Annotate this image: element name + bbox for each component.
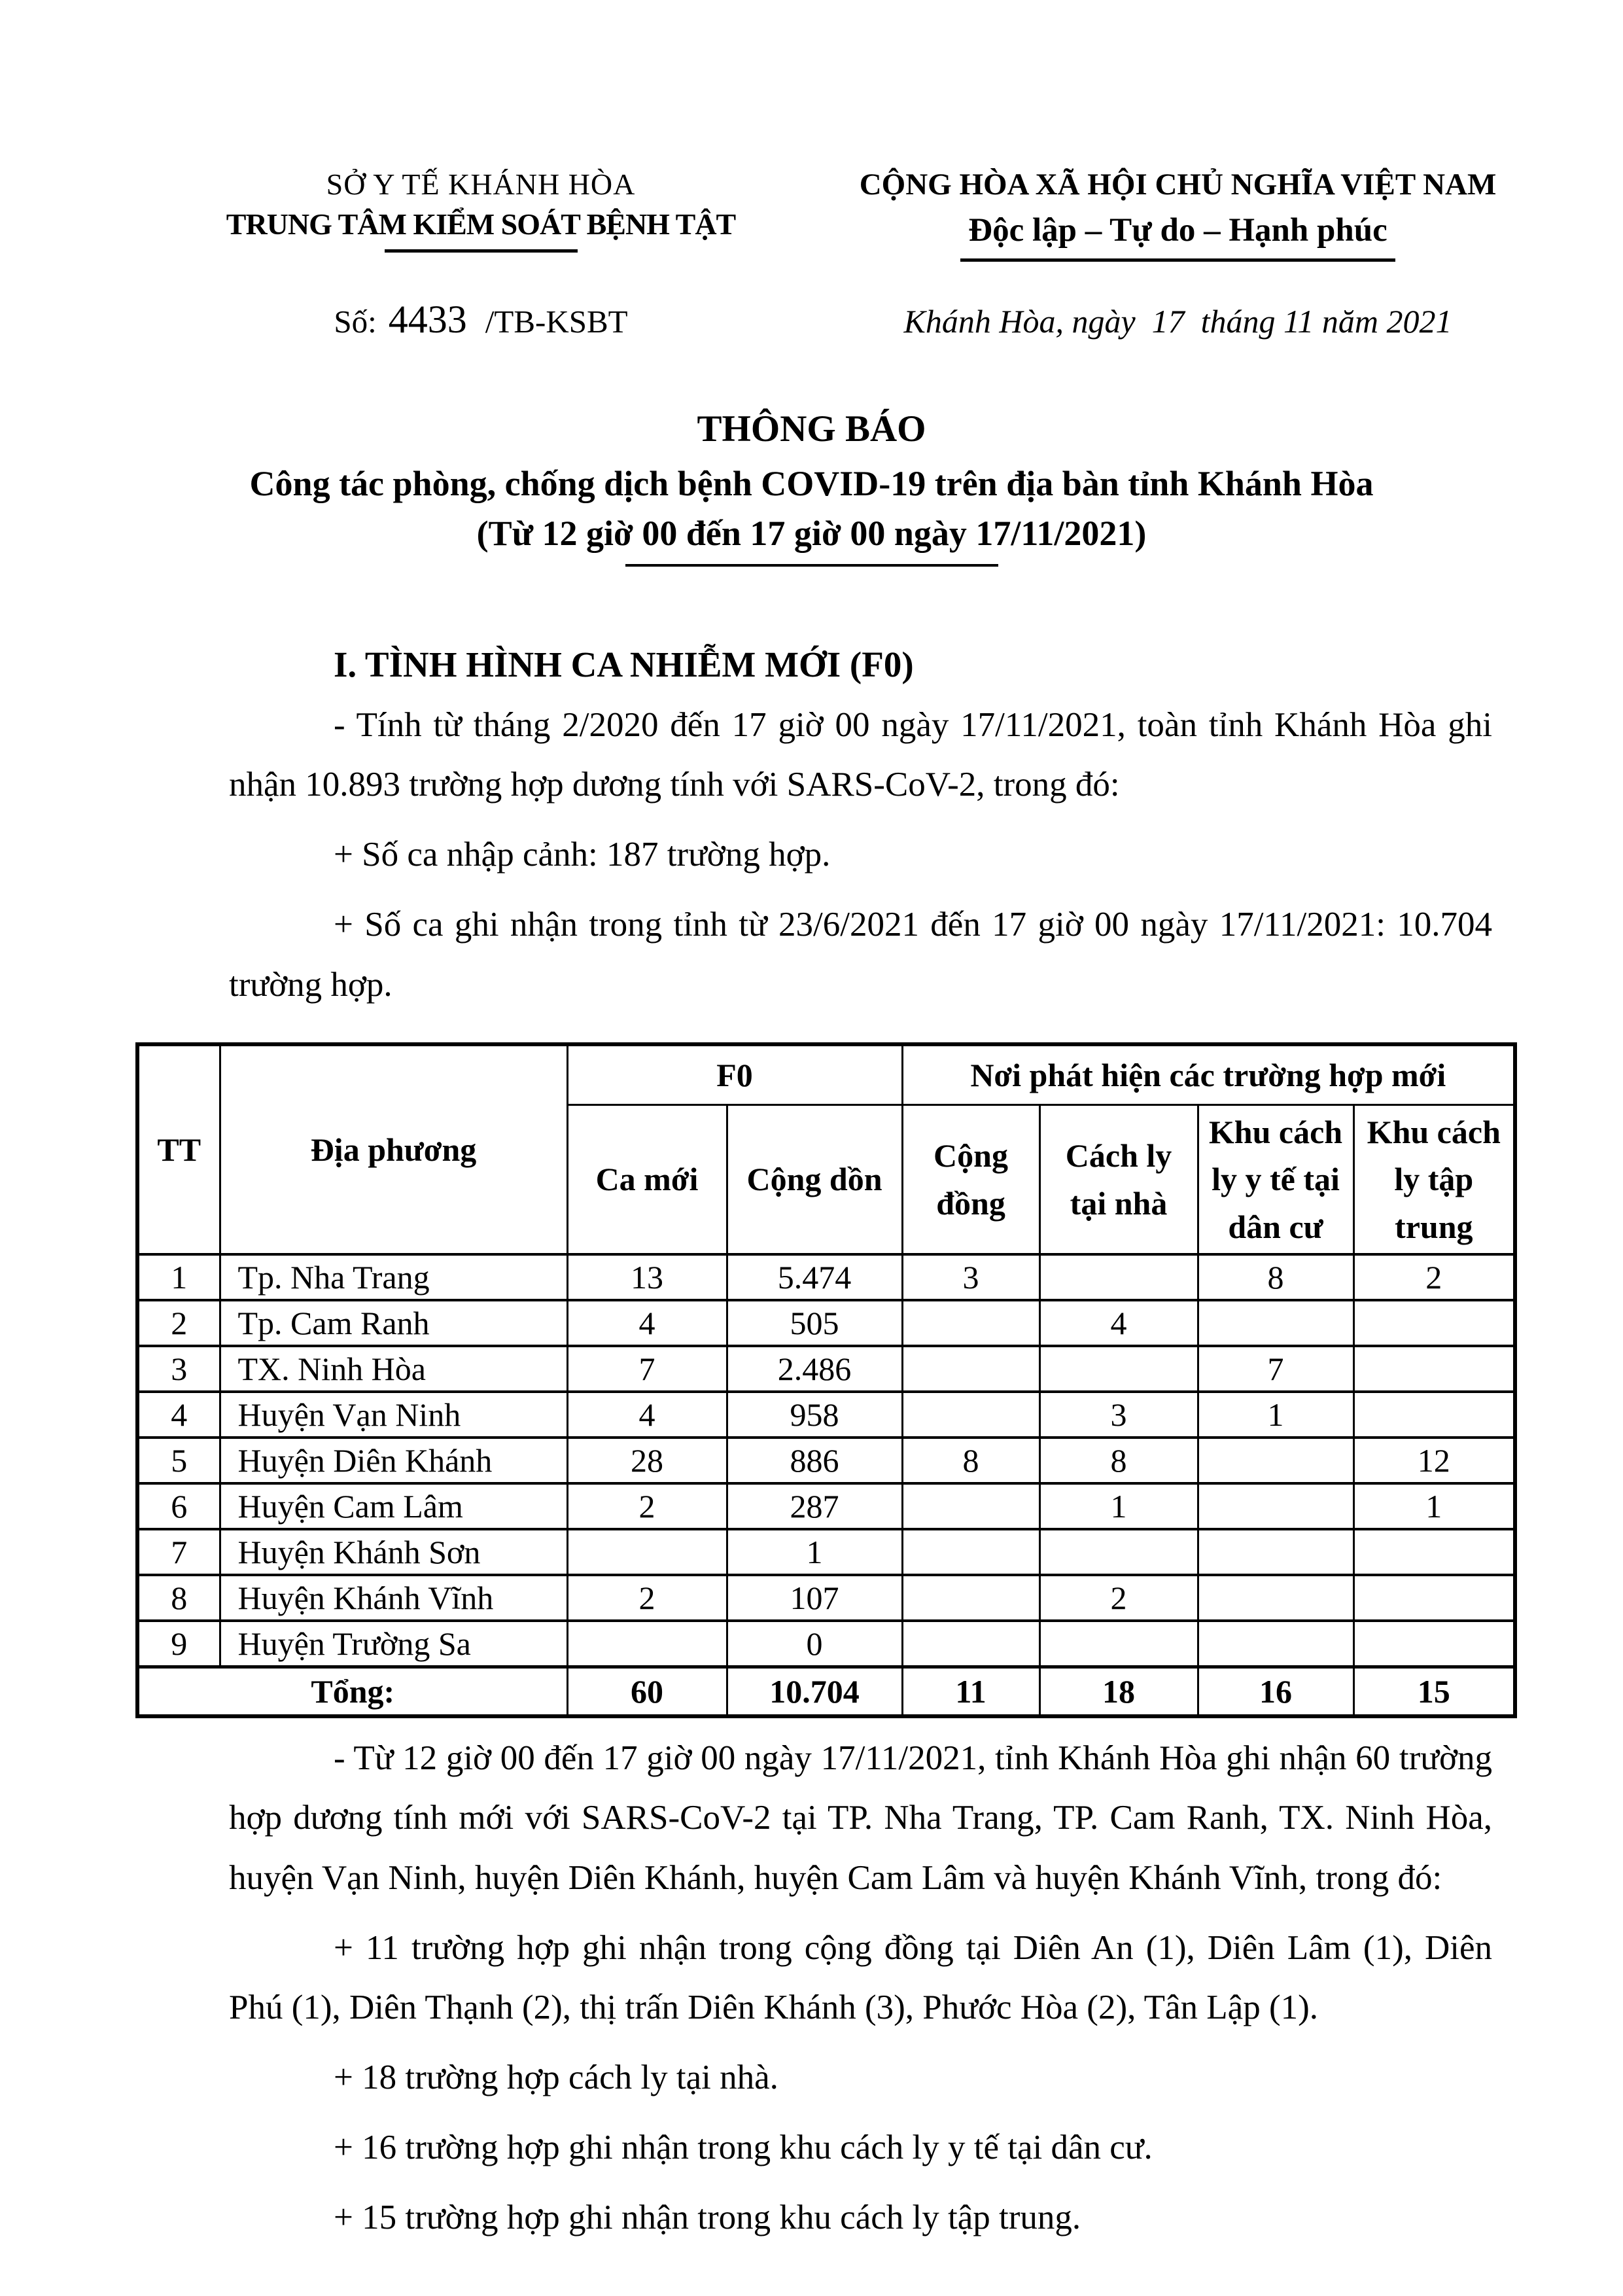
title-block (0, 408, 1623, 567)
cell-dia-phuong: Huyện Vạn Ninh (220, 1392, 567, 1438)
paragraph-new-cases-summary: - Từ 12 giờ 00 đến 17 giờ 00 ngày 17/11/2021, tỉnh Khánh Hòa ghi nhận 60 trường hợp dương tính mới với SARS-CoV-2 tại TP. Nha Trang, TP. Cam Ranh, TX. Ninh Hòa, huyện Vạn Ninh, huyện Diên Khánh, huyện Cam Lâm và huyện Khánh Vĩnh, trong đó: (229, 1739, 1492, 1897)
agency-parent-name: SỞ Y TẾ KHÁNH HÒA (326, 168, 636, 201)
cell-khu-cach-ly-tap-trung: 2 (1353, 1254, 1515, 1300)
cell-khu-cach-ly-y-te: 1 (1198, 1392, 1353, 1438)
cell-cong-dong (902, 1392, 1039, 1438)
table-row (137, 1529, 1515, 1575)
section-heading: I. TÌNH HÌNH CA NHIỄM MỚI (F0) (334, 645, 914, 684)
country-name: CỘNG HÒA XÃ HỘI CHỦ NGHĨA VIỆT NAM (859, 168, 1497, 202)
cell-khu-cach-ly-y-te (1198, 1483, 1353, 1529)
total-cong-dong: 11 (902, 1667, 1039, 1717)
col-group-noi-phat-hien: Nơi phát hiện các trường hợp mới (902, 1044, 1515, 1105)
cell-khu-cach-ly-tap-trung (1353, 1392, 1515, 1438)
cell-khu-cach-ly-y-te: 7 (1198, 1346, 1353, 1392)
cell-khu-cach-ly-y-te: 8 (1198, 1254, 1353, 1300)
table-row (137, 1254, 1515, 1300)
cell-cong-don: 505 (727, 1300, 902, 1346)
cell-tt: 5 (137, 1438, 220, 1483)
table-row (137, 1300, 1515, 1346)
cell-cong-don: 2.486 (727, 1346, 902, 1392)
cell-khu-cach-ly-y-te (1198, 1529, 1353, 1575)
doc-type-title: THÔNG BÁO (697, 408, 926, 450)
cell-tt: 8 (137, 1575, 220, 1621)
cell-tt: 4 (137, 1392, 220, 1438)
col-header-khu-cach-ly-tap-trung: Khu cách ly tập trung (1353, 1104, 1515, 1254)
cell-cong-dong (902, 1575, 1039, 1621)
cell-khu-cach-ly-tap-trung (1353, 1621, 1515, 1667)
cell-cong-dong: 8 (902, 1438, 1039, 1483)
cell-ca-moi: 7 (567, 1346, 727, 1392)
doc-subject-title: Công tác phòng, chống dịch bệnh COVID-19 trên địa bàn tỉnh Khánh Hòa (249, 464, 1374, 503)
cell-dia-phuong: TX. Ninh Hòa (220, 1346, 567, 1392)
cell-cach-ly-tai-nha: 1 (1039, 1483, 1198, 1529)
paragraph-centralized-quarantine-cases: + 15 trường hợp ghi nhận trong khu cách ly tập trung. (334, 2199, 1081, 2237)
cell-ca-moi: 13 (567, 1254, 727, 1300)
doc-period-title: (Từ 12 giờ 00 đến 17 giờ 00 ngày 17/11/2021) (476, 514, 1147, 553)
paragraph-total-cases: - Tính từ tháng 2/2020 đến 17 giờ 00 ngày 17/11/2021, toàn tỉnh Khánh Hòa ghi nhận 10.893 trường hợp dương tính với SARS-CoV-2, trong đó: (229, 706, 1492, 804)
total-khu-cach-ly-y-te: 16 (1198, 1667, 1353, 1717)
cell-khu-cach-ly-tap-trung (1353, 1346, 1515, 1392)
cell-dia-phuong: Tp. Nha Trang (220, 1254, 567, 1300)
cell-cong-don: 107 (727, 1575, 902, 1621)
col-group-f0: F0 (567, 1044, 902, 1105)
cell-tt: 2 (137, 1300, 220, 1346)
motto-underline (960, 258, 1395, 262)
agency-underline (385, 249, 578, 253)
cell-khu-cach-ly-y-te (1198, 1300, 1353, 1346)
cell-tt: 9 (137, 1621, 220, 1667)
cell-khu-cach-ly-tap-trung (1353, 1575, 1515, 1621)
cell-cong-don: 1 (727, 1529, 902, 1575)
doc-number-value: 4433 (388, 298, 467, 341)
cell-cong-don: 958 (727, 1392, 902, 1438)
cell-dia-phuong: Huyện Trường Sa (220, 1621, 567, 1667)
cell-cong-dong (902, 1621, 1039, 1667)
col-header-tt: TT (137, 1044, 220, 1255)
cell-khu-cach-ly-y-te (1198, 1575, 1353, 1621)
covid-case-table (135, 1042, 1517, 1719)
doc-number-suffix: /TB-KSBT (485, 304, 628, 340)
col-header-dia-phuong: Địa phương (220, 1044, 567, 1255)
table-row (137, 1483, 1515, 1529)
cell-dia-phuong: Huyện Cam Lâm (220, 1483, 567, 1529)
document-header (0, 167, 1623, 342)
paragraph-imported-cases: + Số ca nhập cảnh: 187 trường hợp. (334, 836, 831, 874)
total-label: Tổng: (137, 1667, 567, 1717)
table-row (137, 1621, 1515, 1667)
table-row (137, 1575, 1515, 1621)
table-row (137, 1346, 1515, 1392)
cell-cach-ly-tai-nha: 2 (1039, 1575, 1198, 1621)
cell-cach-ly-tai-nha (1039, 1254, 1198, 1300)
table-row (137, 1438, 1515, 1483)
cell-tt: 6 (137, 1483, 220, 1529)
cell-khu-cach-ly-y-te (1198, 1621, 1353, 1667)
cell-ca-moi (567, 1621, 727, 1667)
cell-cach-ly-tai-nha (1039, 1529, 1198, 1575)
title-underline (625, 564, 998, 567)
cell-dia-phuong: Huyện Khánh Vĩnh (220, 1575, 567, 1621)
cell-cach-ly-tai-nha: 8 (1039, 1438, 1198, 1483)
issuing-agency-block (150, 167, 811, 342)
cell-tt: 7 (137, 1529, 220, 1575)
cell-cong-don: 0 (727, 1621, 902, 1667)
place-dateline: Khánh Hòa, ngày 17 tháng 11 năm 2021 (903, 303, 1452, 340)
cell-cong-dong (902, 1300, 1039, 1346)
cell-khu-cach-ly-tap-trung: 12 (1353, 1438, 1515, 1483)
total-cach-ly-tai-nha: 18 (1039, 1667, 1198, 1717)
paragraph-home-quarantine-cases: + 18 trường hợp cách ly tại nhà. (334, 2058, 778, 2097)
cell-cong-dong (902, 1483, 1039, 1529)
col-header-khu-cach-ly-y-te: Khu cách ly y tế tại dân cư (1198, 1104, 1353, 1254)
cell-ca-moi: 4 (567, 1392, 727, 1438)
cell-khu-cach-ly-tap-trung (1353, 1300, 1515, 1346)
national-motto: Độc lập – Tự do – Hạnh phúc (968, 212, 1387, 249)
cell-tt: 3 (137, 1346, 220, 1392)
cell-cong-don: 287 (727, 1483, 902, 1529)
doc-number-line (150, 297, 811, 342)
cell-cong-dong: 3 (902, 1254, 1039, 1300)
cell-ca-moi (567, 1529, 727, 1575)
total-ca-moi: 60 (567, 1667, 727, 1717)
cell-cach-ly-tai-nha (1039, 1346, 1198, 1392)
total-row (137, 1667, 1515, 1717)
cell-khu-cach-ly-tap-trung (1353, 1529, 1515, 1575)
total-khu-cach-ly-tap-trung: 15 (1353, 1667, 1515, 1717)
cell-cach-ly-tai-nha (1039, 1621, 1198, 1667)
cell-cong-don: 5.474 (727, 1254, 902, 1300)
doc-number-prefix: Số: (334, 304, 377, 340)
cell-tt: 1 (137, 1254, 220, 1300)
cell-ca-moi: 28 (567, 1438, 727, 1483)
cell-ca-moi: 2 (567, 1575, 727, 1621)
paragraph-community-cases: + 11 trường hợp ghi nhận trong cộng đồng tại Diên An (1), Diên Lâm (1), Diên Phú (1), Diên Thạnh (2), thị trấn Diên Khánh (3), Phước Hòa (2), Tân Lập (1). (229, 1928, 1492, 2026)
cell-ca-moi: 4 (567, 1300, 727, 1346)
cell-cong-dong (902, 1346, 1039, 1392)
cell-dia-phuong: Tp. Cam Ranh (220, 1300, 567, 1346)
cell-dia-phuong: Huyện Khánh Sơn (220, 1529, 567, 1575)
cell-cach-ly-tai-nha: 4 (1039, 1300, 1198, 1346)
paragraph-residential-quarantine-cases: + 16 trường hợp ghi nhận trong khu cách ly y tế tại dân cư. (334, 2128, 1153, 2167)
paragraph-local-cases: + Số ca ghi nhận trong tỉnh từ 23/6/2021 đến 17 giờ 00 ngày 17/11/2021: 10.704 trường hợp. (229, 906, 1492, 1004)
table-row (137, 1392, 1515, 1438)
agency-name: TRUNG TÂM KIỂM SOÁT BỆNH TẬT (226, 207, 736, 241)
document-body (0, 644, 1623, 2248)
cell-cong-don: 886 (727, 1438, 902, 1483)
cell-ca-moi: 2 (567, 1483, 727, 1529)
cell-cach-ly-tai-nha: 3 (1039, 1392, 1198, 1438)
col-header-ca-moi: Ca mới (567, 1104, 727, 1254)
col-header-cong-don: Cộng dồn (727, 1104, 902, 1254)
total-cong-don: 10.704 (727, 1667, 902, 1717)
cell-khu-cach-ly-tap-trung: 1 (1353, 1483, 1515, 1529)
cell-dia-phuong: Huyện Diên Khánh (220, 1438, 567, 1483)
col-header-cong-dong: Cộng đồng (902, 1104, 1039, 1254)
cell-khu-cach-ly-y-te (1198, 1438, 1353, 1483)
cell-cong-dong (902, 1529, 1039, 1575)
col-header-cach-ly-tai-nha: Cách ly tại nhà (1039, 1104, 1198, 1254)
national-header-block (811, 167, 1544, 342)
